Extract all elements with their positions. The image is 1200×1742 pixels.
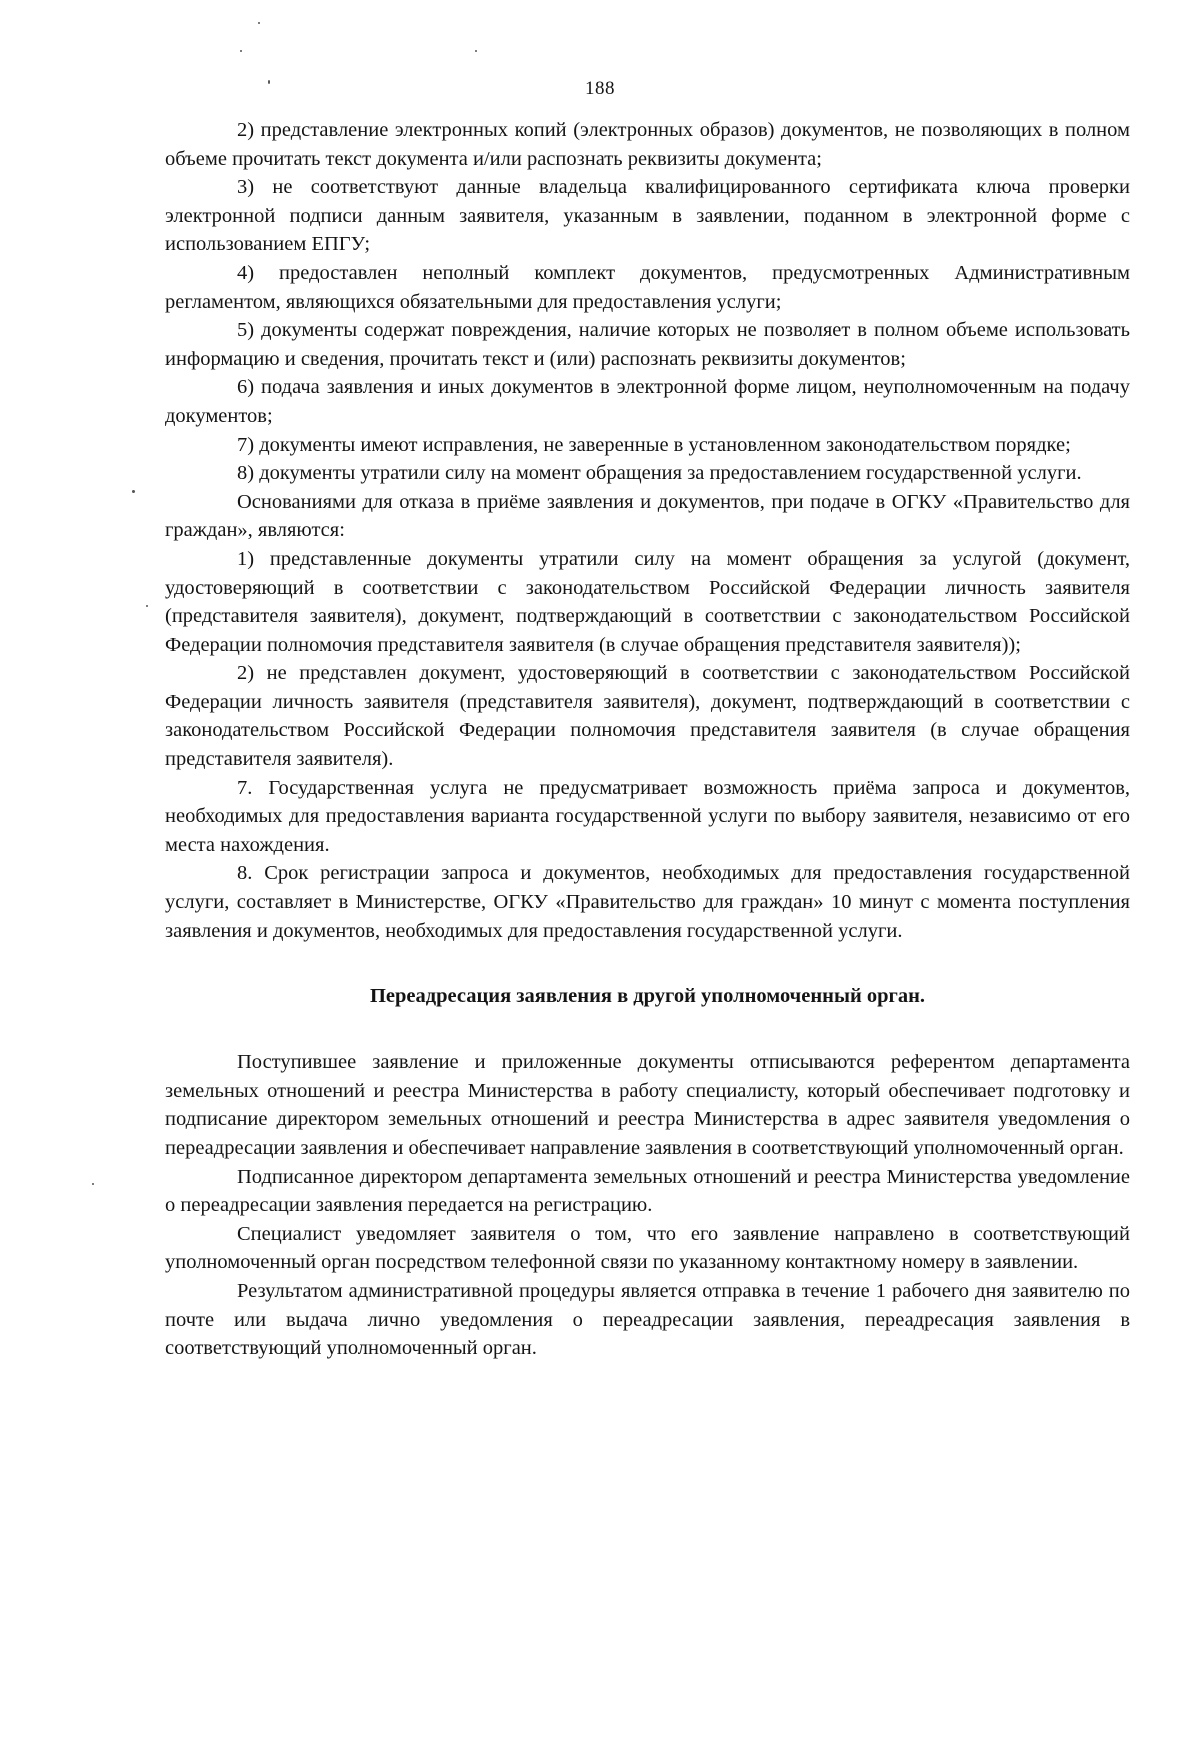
section-heading: Переадресация заявления в другой уполномоченный орган.: [369, 985, 926, 1008]
paragraph: Результатом административной процедуры является отправка в течение 1 рабочего дня заявителю по почте или выдача лично уведомления о переадресации заявления, переадресация заявления в соответствующий уполномоченный орган.: [165, 1279, 1130, 1360]
scan-speck: [92, 1183, 94, 1185]
paragraph: 7. Государственная услуга не предусматривает возможность приёма запроса и документов, необходимых для предоставления варианта государственной услуги по выбору заявителя, независимо от его места нахождения.: [165, 776, 1130, 856]
paragraph: 4) предоставлен неполный комплект документов, предусмотренных Административным регламентом, являющихся обязательными для предоставления услуги;: [165, 261, 1130, 313]
page-number: 188: [585, 78, 615, 99]
paragraph: 8) документы утратили силу на момент обращения за предоставлением государственной услуги.: [237, 462, 1082, 485]
document-body: [165, 116, 1130, 1363]
paragraph: 8. Срок регистрации запроса и документов, необходимых для предоставления государственной услуги, составляет в Министерстве, ОГКУ «Правительство для граждан» 10 минут с момента поступления заявления и документов, необходимых для предоставления государственной услуги.: [165, 862, 1130, 942]
paragraph: 5) документы содержат повреждения, наличие которых не позволяет в полном объеме использовать информацию и сведения, прочитать текст и (или) распознать реквизиты документов;: [165, 319, 1130, 370]
scan-speck: [258, 22, 260, 24]
scan-speck: [146, 605, 148, 607]
paragraph: Основаниями для отказа в приёме заявления и документов, при подаче в ОГКУ «Правительство для граждан», являются:: [165, 490, 1130, 542]
paragraph: Поступившее заявление и приложенные документы отписываются референтом департамента земельных отношений и реестра Министерства в работу специалисту, который обеспечивает подготовку и подписание директором земельных отношений и реестра Министерства в адрес заявителя уведомления о переадресации заявления и обеспечивает направление заявления в соответствующий уполномоченный орган.: [165, 1051, 1130, 1159]
paragraph: Подписанное директором департамента земельных отношений и реестра Министерства уведомление о переадресации заявления передается на регистрацию.: [165, 1165, 1130, 1217]
paragraph: 6) подача заявления и иных документов в электронной форме лицом, неуполномоченным на подачу документов;: [165, 376, 1130, 427]
paragraph: Специалист уведомляет заявителя о том, что его заявление направлено в соответствующий уполномоченный орган посредством телефонной связи по указанному контактному номеру в заявлении.: [165, 1222, 1130, 1274]
paragraph: 7) документы имеют исправления, не заверенные в установленном законодательством порядке;: [237, 433, 1071, 456]
paragraph: 3) не соответствуют данные владельца квалифицированного сертификата ключа проверки электронной подписи данным заявителя, указанным в заявлении, поданном в электронной форме с использованием ЕПГУ;: [165, 176, 1130, 256]
scan-speck: [240, 50, 242, 52]
scan-speck: [475, 50, 477, 52]
paragraph: 2) представление электронных копий (электронных образов) документов, не позволяющих в полном объеме прочитать текст документа и/или распознать реквизиты документа;: [165, 119, 1130, 170]
paragraph: 2) не представлен документ, удостоверяющий в соответствии с законодательством Российской Федерации личность заявителя (представителя заявителя), документ, подтверждающий в соответствии с законодательством Российской Федерации полномочия представителя заявителя (в случае обращения представителя заявителя).: [165, 662, 1130, 771]
scan-speck: [132, 490, 135, 493]
paragraph: 1) представленные документы утратили силу на момент обращения за услугой (документ, удостоверяющий в соответствии с законодательством Российской Федерации личность заявителя (представителя заявителя), документ, подтверждающий в соответствии с законодательством Российской Федерации полномочия представителя заявителя (в случае обращения представителя заявителя));: [165, 547, 1130, 656]
